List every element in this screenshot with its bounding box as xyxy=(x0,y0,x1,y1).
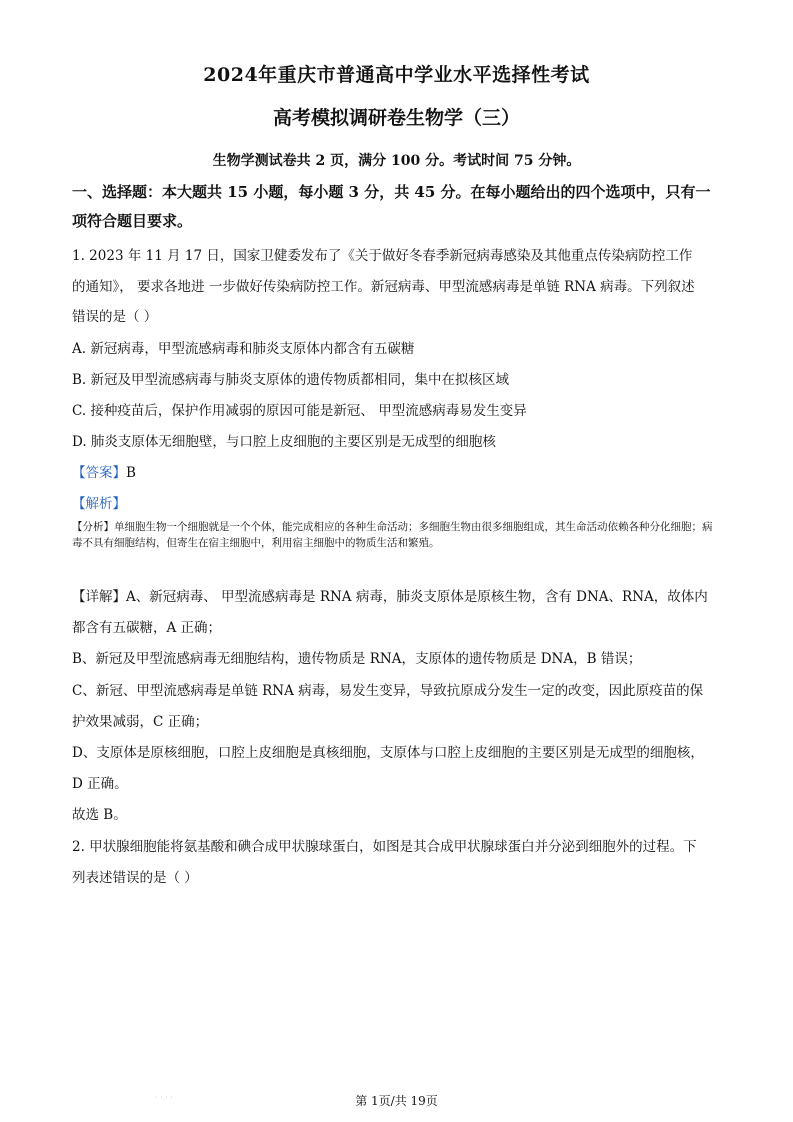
detail-line-1: 【详解】A、新冠病毒、 甲型流感病毒是 RNA 病毒，肺炎支原体是原核生物，含有 DNA、RNA，故体内 xyxy=(72,589,708,605)
exam-subtitle: 高考模拟调研卷生物学（三） xyxy=(272,107,520,129)
detail-line-2: 都含有五碳糖，A 正确； xyxy=(72,620,222,636)
exam-info: 生物学测试卷共 2 页，满分 100 分。考试时间 75 分钟。 xyxy=(212,153,581,169)
analysis-label: 【解析】 xyxy=(72,496,126,512)
detail-line-3: B、新冠及甲型流感病毒无细胞结构，遗传物质是 RNA，支原体的遗传物质是 DNA，B 错误； xyxy=(72,651,642,667)
question-2-stem-line-2: 列表述错误的是（ ） xyxy=(72,870,198,886)
question-1-stem-line-2: 的通知》， 要求各地进 一步做好传染病防控工作。新冠病毒、甲型流感病毒是单链 RNA 病毒。下列叙述 xyxy=(72,279,695,295)
question-1-option-a: A. 新冠病毒，甲型流感病毒和肺炎支原体内都含有五碳糖 xyxy=(72,341,415,357)
answer-row xyxy=(72,461,136,481)
detail-line-4: C、新冠、甲型流感病毒是单链 RNA 病毒，易发生变异，导致抗原成分发生一定的改变，因此原疫苗的保 xyxy=(72,683,704,699)
detail-line-6: D、支原体是原核细胞，口腔上皮细胞是真核细胞，支原体与口腔上皮细胞的主要区别是无成型的细胞核， xyxy=(72,745,704,761)
section-heading: 一、选择题：本大题共 15 小题，每小题 3 分，共 45 分。在每小题给出的四个选项中，只有一项符合题目要求。 xyxy=(72,183,711,230)
question-1-option-c: C. 接种疫苗后，保护作用减弱的原因可能是新冠、 甲型流感病毒易发生变异 xyxy=(72,403,527,419)
answer-value: B xyxy=(126,465,136,481)
answer-label: 【答案】 xyxy=(72,465,126,481)
question-1-option-b: B. 新冠及甲型流感病毒与肺炎支原体的遗传物质都相同，集中在拟核区域 xyxy=(72,372,510,388)
question-1-stem-line-3: 错误的是（ ） xyxy=(72,309,158,325)
detail-line-7: D 正确。 xyxy=(72,776,128,792)
analysis-text: 【分析】单细胞生物一个细胞就是一个个体，能完成相应的各种生命活动；多细胞生物由很多细胞组成，其生命活动依赖各种分化细胞；病毒不具有细胞结构，但寄生在宿主细胞中，利用宿主细胞中的物质生活和繁殖。 xyxy=(72,521,713,549)
question-1-option-d: D. 肺炎支原体无细胞壁，与口腔上皮细胞的主要区别是无成型的细胞核 xyxy=(72,434,496,450)
exam-title: 2024年重庆市普通高中学业水平选择性考试 xyxy=(203,64,590,86)
question-2-stem-line-1: 2. 甲状腺细胞能将氨基酸和碘合成甲状腺球蛋白，如图是其合成甲状腺球蛋白并分泌到细胞外的过程。下 xyxy=(72,839,697,855)
page-number: 第 1页/共 19页 xyxy=(355,1094,438,1108)
decorative-dots: · · · · xyxy=(155,1093,173,1102)
question-1-stem-line-1: 1. 2023 年 11 月 17 日，国家卫健委发布了《关于做好冬春季新冠病毒感染及其他重点传染病防控工作 xyxy=(72,248,693,264)
detail-line-8: 故选 B。 xyxy=(72,807,127,823)
detail-line-5: 护效果减弱，C 正确； xyxy=(72,714,209,730)
